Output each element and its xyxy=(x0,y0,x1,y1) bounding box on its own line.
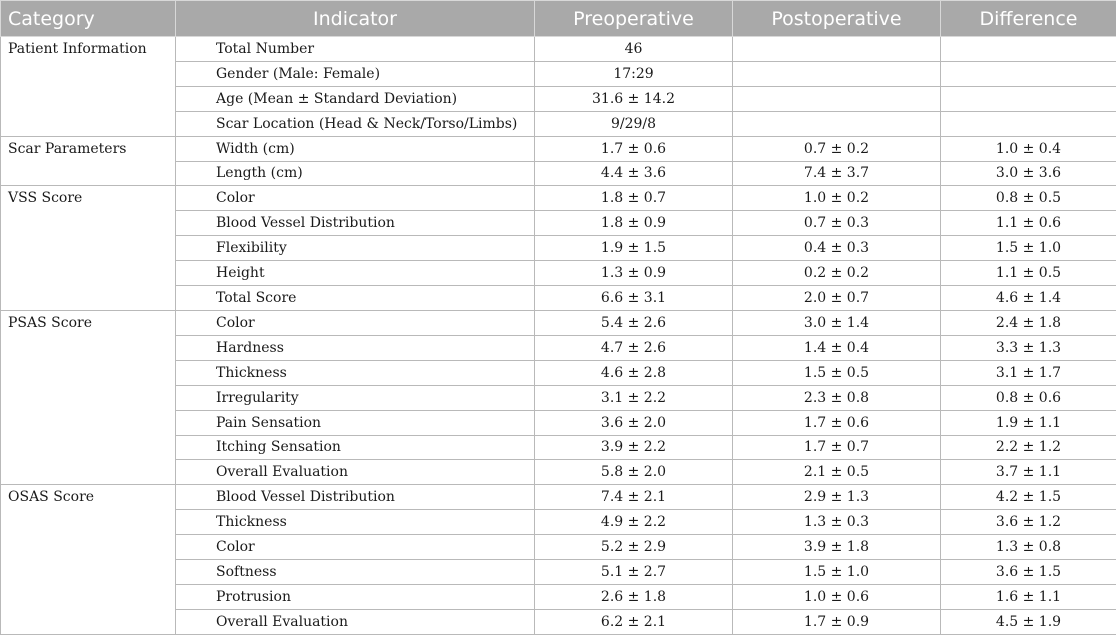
difference-cell: 3.1 ± 1.7 xyxy=(941,360,1116,385)
difference-cell: 1.9 ± 1.1 xyxy=(941,410,1116,435)
preoperative-cell: 4.7 ± 2.6 xyxy=(535,335,733,360)
postoperative-cell: 0.4 ± 0.3 xyxy=(733,236,941,261)
postoperative-cell xyxy=(733,86,941,111)
postoperative-cell: 1.0 ± 0.2 xyxy=(733,186,941,211)
preoperative-cell: 5.4 ± 2.6 xyxy=(535,310,733,335)
indicator-cell: Softness xyxy=(176,560,535,585)
preoperative-cell: 1.8 ± 0.7 xyxy=(535,186,733,211)
difference-cell: 0.8 ± 0.6 xyxy=(941,385,1116,410)
preoperative-cell: 3.1 ± 2.2 xyxy=(535,385,733,410)
table-row xyxy=(1,485,1116,510)
preoperative-cell: 2.6 ± 1.8 xyxy=(535,584,733,609)
indicator-cell: Color xyxy=(176,535,535,560)
postoperative-cell: 0.7 ± 0.3 xyxy=(733,211,941,236)
indicator-cell: Overall Evaluation xyxy=(176,460,535,485)
indicator-cell: Thickness xyxy=(176,510,535,535)
indicator-cell: Scar Location (Head & Neck/Torso/Limbs) xyxy=(176,111,535,136)
indicator-cell: Overall Evaluation xyxy=(176,609,535,634)
preoperative-cell: 4.6 ± 2.8 xyxy=(535,360,733,385)
indicator-cell: Hardness xyxy=(176,335,535,360)
difference-cell: 0.8 ± 0.5 xyxy=(941,186,1116,211)
difference-cell xyxy=(941,86,1116,111)
postoperative-cell: 2.3 ± 0.8 xyxy=(733,385,941,410)
preoperative-cell: 17:29 xyxy=(535,61,733,86)
header-row xyxy=(1,1,1116,37)
indicator-cell: Protrusion xyxy=(176,584,535,609)
indicator-cell: Total Number xyxy=(176,37,535,62)
header-indicator: Indicator xyxy=(176,1,535,37)
table-row xyxy=(1,310,1116,335)
table-row xyxy=(1,37,1116,62)
indicator-cell: Length (cm) xyxy=(176,161,535,186)
difference-cell xyxy=(941,61,1116,86)
indicator-cell: Total Score xyxy=(176,286,535,311)
postoperative-cell: 3.0 ± 1.4 xyxy=(733,310,941,335)
postoperative-cell: 0.7 ± 0.2 xyxy=(733,136,941,161)
preoperative-cell: 1.7 ± 0.6 xyxy=(535,136,733,161)
header-difference: Difference xyxy=(941,1,1116,37)
category-cell: VSS Score xyxy=(1,186,176,311)
postoperative-cell: 3.9 ± 1.8 xyxy=(733,535,941,560)
preoperative-cell: 7.4 ± 2.1 xyxy=(535,485,733,510)
preoperative-cell: 46 xyxy=(535,37,733,62)
header-preoperative: Preoperative xyxy=(535,1,733,37)
difference-cell: 4.6 ± 1.4 xyxy=(941,286,1116,311)
difference-cell: 3.0 ± 3.6 xyxy=(941,161,1116,186)
difference-cell: 1.5 ± 1.0 xyxy=(941,236,1116,261)
difference-cell xyxy=(941,111,1116,136)
indicator-cell: Blood Vessel Distribution xyxy=(176,485,535,510)
difference-cell: 1.1 ± 0.6 xyxy=(941,211,1116,236)
category-cell: Patient Information xyxy=(1,37,176,137)
postoperative-cell: 7.4 ± 3.7 xyxy=(733,161,941,186)
indicator-cell: Flexibility xyxy=(176,236,535,261)
postoperative-cell: 2.0 ± 0.7 xyxy=(733,286,941,311)
preoperative-cell: 31.6 ± 14.2 xyxy=(535,86,733,111)
difference-cell xyxy=(941,37,1116,62)
postoperative-cell: 2.1 ± 0.5 xyxy=(733,460,941,485)
preoperative-cell: 9/29/8 xyxy=(535,111,733,136)
postoperative-cell: 1.5 ± 1.0 xyxy=(733,560,941,585)
postoperative-cell xyxy=(733,37,941,62)
postoperative-cell: 0.2 ± 0.2 xyxy=(733,261,941,286)
table-row xyxy=(1,186,1116,211)
preoperative-cell: 1.9 ± 1.5 xyxy=(535,236,733,261)
preoperative-cell: 6.6 ± 3.1 xyxy=(535,286,733,311)
table-row xyxy=(1,136,1116,161)
postoperative-cell: 1.5 ± 0.5 xyxy=(733,360,941,385)
postoperative-cell: 1.4 ± 0.4 xyxy=(733,335,941,360)
postoperative-cell: 1.7 ± 0.6 xyxy=(733,410,941,435)
preoperative-cell: 6.2 ± 2.1 xyxy=(535,609,733,634)
difference-cell: 1.1 ± 0.5 xyxy=(941,261,1116,286)
postoperative-cell xyxy=(733,61,941,86)
difference-cell: 1.0 ± 0.4 xyxy=(941,136,1116,161)
indicator-cell: Irregularity xyxy=(176,385,535,410)
preoperative-cell: 3.9 ± 2.2 xyxy=(535,435,733,460)
indicator-cell: Pain Sensation xyxy=(176,410,535,435)
indicator-cell: Thickness xyxy=(176,360,535,385)
table-body xyxy=(1,37,1116,635)
postoperative-cell: 1.7 ± 0.9 xyxy=(733,609,941,634)
difference-cell: 2.2 ± 1.2 xyxy=(941,435,1116,460)
indicator-cell: Age (Mean ± Standard Deviation) xyxy=(176,86,535,111)
difference-cell: 4.5 ± 1.9 xyxy=(941,609,1116,634)
preoperative-cell: 1.3 ± 0.9 xyxy=(535,261,733,286)
preoperative-cell: 4.4 ± 3.6 xyxy=(535,161,733,186)
postoperative-cell: 2.9 ± 1.3 xyxy=(733,485,941,510)
postoperative-cell: 1.3 ± 0.3 xyxy=(733,510,941,535)
indicator-cell: Color xyxy=(176,186,535,211)
preoperative-cell: 1.8 ± 0.9 xyxy=(535,211,733,236)
category-cell: OSAS Score xyxy=(1,485,176,635)
postoperative-cell: 1.0 ± 0.6 xyxy=(733,584,941,609)
preoperative-cell: 5.1 ± 2.7 xyxy=(535,560,733,585)
indicator-cell: Height xyxy=(176,261,535,286)
category-cell: Scar Parameters xyxy=(1,136,176,186)
preoperative-cell: 4.9 ± 2.2 xyxy=(535,510,733,535)
indicator-cell: Gender (Male: Female) xyxy=(176,61,535,86)
difference-cell: 3.6 ± 1.5 xyxy=(941,560,1116,585)
indicator-cell: Color xyxy=(176,310,535,335)
preoperative-cell: 5.2 ± 2.9 xyxy=(535,535,733,560)
difference-cell: 1.3 ± 0.8 xyxy=(941,535,1116,560)
difference-cell: 1.6 ± 1.1 xyxy=(941,584,1116,609)
difference-cell: 3.3 ± 1.3 xyxy=(941,335,1116,360)
difference-cell: 4.2 ± 1.5 xyxy=(941,485,1116,510)
indicator-cell: Width (cm) xyxy=(176,136,535,161)
difference-cell: 3.6 ± 1.2 xyxy=(941,510,1116,535)
postoperative-cell xyxy=(733,111,941,136)
postoperative-cell: 1.7 ± 0.7 xyxy=(733,435,941,460)
difference-cell: 3.7 ± 1.1 xyxy=(941,460,1116,485)
preoperative-cell: 3.6 ± 2.0 xyxy=(535,410,733,435)
header-postoperative: Postoperative xyxy=(733,1,941,37)
indicator-cell: Blood Vessel Distribution xyxy=(176,211,535,236)
header-category: Category xyxy=(1,1,176,37)
preoperative-cell: 5.8 ± 2.0 xyxy=(535,460,733,485)
difference-cell: 2.4 ± 1.8 xyxy=(941,310,1116,335)
category-cell: PSAS Score xyxy=(1,310,176,484)
indicator-cell: Itching Sensation xyxy=(176,435,535,460)
